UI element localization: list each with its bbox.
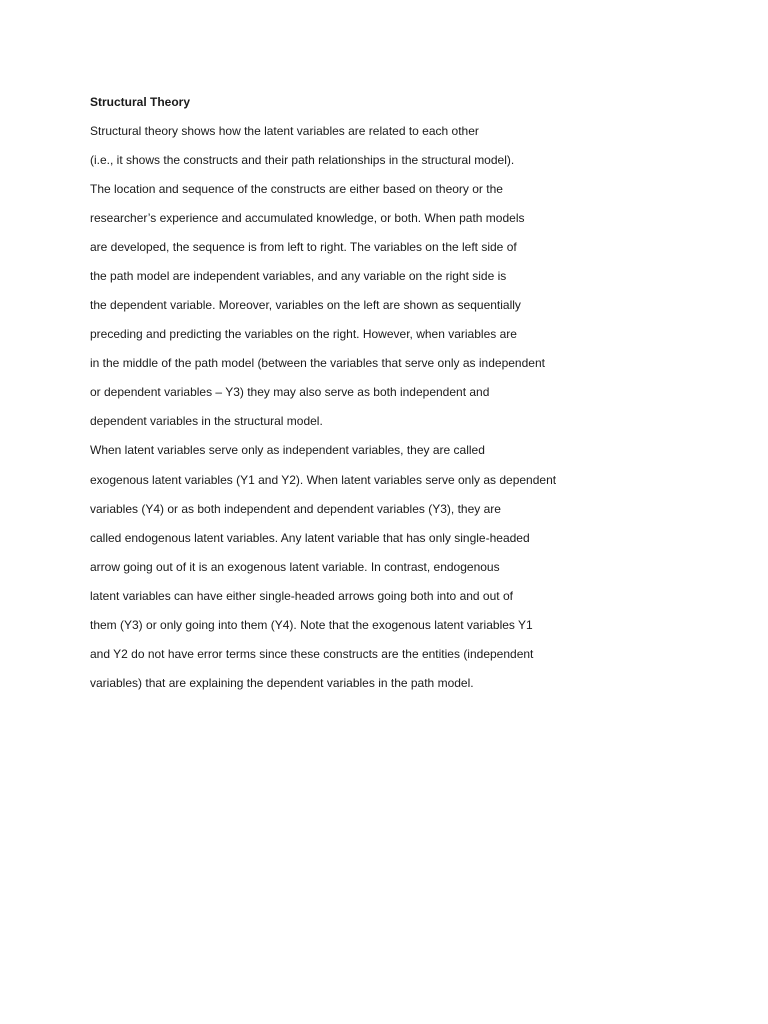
body-line: researcher’s experience and accumulated knowledge, or both. When path models <box>90 211 525 225</box>
body-line: When latent variables serve only as independent variables, they are called <box>90 443 485 457</box>
body-line: or dependent variables – Y3) they may also serve as both independent and <box>90 385 490 399</box>
body-line: dependent variables in the structural model. <box>90 414 323 428</box>
body-line: arrow going out of it is an exogenous latent variable. In contrast, endogenous <box>90 560 500 574</box>
body-line: in the middle of the path model (between the variables that serve only as independent <box>90 356 545 370</box>
body-line: variables) that are explaining the dependent variables in the path model. <box>90 676 474 690</box>
body-line: and Y2 do not have error terms since these constructs are the entities (independent <box>90 647 534 661</box>
body-line: preceding and predicting the variables on the right. However, when variables are <box>90 327 517 341</box>
body-line: variables (Y4) or as both independent and dependent variables (Y3), they are <box>90 502 501 516</box>
document-title: Structural Theory <box>90 95 191 109</box>
body-line: exogenous latent variables (Y1 and Y2). When latent variables serve only as dependent <box>90 473 557 487</box>
body-line: are developed, the sequence is from left to right. The variables on the left side of <box>90 240 517 254</box>
body-line: them (Y3) or only going into them (Y4). Note that the exogenous latent variables Y1 <box>90 618 533 632</box>
body-line: the path model are independent variables, and any variable on the right side is <box>90 269 507 283</box>
body-line: called endogenous latent variables. Any latent variable that has only single-headed <box>90 531 530 545</box>
body-line: latent variables can have either single-headed arrows going both into and out of <box>90 589 513 603</box>
body-line: the dependent variable. Moreover, variables on the left are shown as sequentially <box>90 298 521 312</box>
body-line: (i.e., it shows the constructs and their path relationships in the structural model). <box>90 153 515 167</box>
body-line: Structural theory shows how the latent variables are related to each other <box>90 124 479 138</box>
body-line: The location and sequence of the constructs are either based on theory or the <box>90 182 503 196</box>
